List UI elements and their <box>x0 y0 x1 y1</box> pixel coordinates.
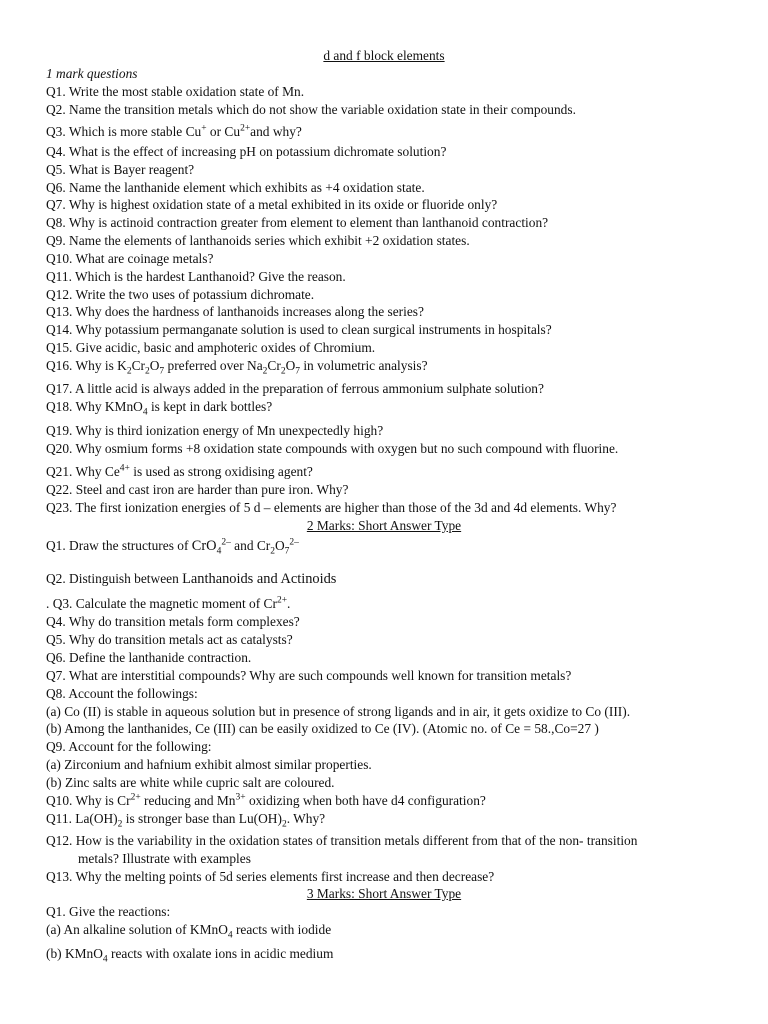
question-1m-q21: Q21. Why $Ce^{4+}$ is used as strong oxidising agent? <box>46 463 313 479</box>
question-1m-q18: Q18. Why KMnO$_4$ is kept in dark bottles? <box>46 399 273 418</box>
question-1m-q16: Q16. Why is $K_2Cr_2O_7$ preferred over $Na_2Cr_2O_7$ in volumetric analysis? <box>46 358 428 377</box>
question-1m-q15: Q15. Give acidic, basic and amphoteric oxides of Chromium. <box>46 340 376 355</box>
question-2m-q12: Q12. How is the variability in the oxidation states of transition metals different from that of the non- transition <box>46 833 638 848</box>
question-1m-q10: Q10. What are coinage metals? <box>46 251 214 266</box>
question-2m-q2: Q2. Distinguish between Lanthanoids and Actinoids <box>46 571 337 587</box>
question-2m-q7: Q7. What are interstitial compounds? Why are such compounds well known for transition metals? <box>46 668 572 683</box>
question-2m-q3: . Q3. Calculate the magnetic moment of $Cr^{2+}$. <box>46 595 291 611</box>
question-1m-q7: Q7. Why is highest oxidation state of a metal exhibited in its oxide or fluoride only? <box>46 197 498 212</box>
question-2m-q8b: (b) Among the lanthanides, Ce (III) can be easily oxidized to Ce (IV). (Atomic no. of Ce = 58.,Co=27 ) <box>46 721 599 736</box>
question-1m-q17: Q17. A little acid is always added in the preparation of ferrous ammonium sulphate solution? <box>46 381 544 396</box>
question-2m-q13: Q13. Why the melting points of 5d series elements first increase and then decrease? <box>46 869 495 884</box>
question-2m-q4: Q4. Why do transition metals form complexes? <box>46 614 300 629</box>
question-3m-q1: Q1. Give the reactions: <box>46 904 171 919</box>
question-1m-q20: Q20. Why osmium forms +8 oxidation state compounds with oxygen but no such compound with fluorine. <box>46 441 619 456</box>
question-2m-q12-continued: metals? Illustrate with examples <box>78 851 251 866</box>
question-3m-q1b: (b) KMnO$_4$ reacts with oxalate ions in acidic medium <box>46 946 334 965</box>
question-2m-q9a: (a) Zirconium and hafnium exhibit almost similar properties. <box>46 757 372 772</box>
section-heading-3-marks: 3 Marks: Short Answer Type <box>306 886 462 901</box>
question-1m-q1: Q1. Write the most stable oxidation state of Mn. <box>46 84 305 99</box>
question-2m-q8: Q8. Account the followings: <box>46 686 198 701</box>
question-1m-q19: Q19. Why is third ionization energy of Mn unexpectedly high? <box>46 423 384 438</box>
question-1m-q5: Q5. What is Bayer reagent? <box>46 162 195 177</box>
question-2m-q10: Q10. Why is $Cr^{2+}$ reducing and $Mn^{3+}$ oxidizing when both have d4 configuration? <box>46 792 486 808</box>
question-1m-q6: Q6. Name the lanthanide element which exhibits as +4 oxidation state. <box>46 180 425 195</box>
question-1m-q9: Q9. Name the elements of lanthanoids series which exhibit +2 oxidation states. <box>46 233 470 248</box>
question-2m-q1: Q1. Draw the structures of CrO$_4^{2-}$ and $Cr_2O_7^{2-}$ <box>46 537 299 557</box>
document-title: d and f block elements <box>323 48 445 63</box>
question-3m-q1a: (a) An alkaline solution of KMnO$_4$ reacts with iodide <box>46 922 332 941</box>
question-2m-q11: Q11. $La(OH)_2$ is stronger base than $Lu(OH)_2$. Why? <box>46 811 326 830</box>
section-heading-2-marks: 2 Marks: Short Answer Type <box>306 518 462 533</box>
question-1m-q8: Q8. Why is actinoid contraction greater from element to element than lanthanoid contraction? <box>46 215 549 230</box>
question-2m-q5: Q5. Why do transition metals act as catalysts? <box>46 632 293 647</box>
question-2m-q9b: (b) Zinc salts are white while cupric salt are coloured. <box>46 775 335 790</box>
question-2m-q9: Q9. Account for the following: <box>46 739 212 754</box>
section-heading-1-mark: 1 mark questions <box>46 66 138 81</box>
question-1m-q13: Q13. Why does the hardness of lanthanoids increases along the series? <box>46 304 424 319</box>
question-1m-q22: Q22. Steel and cast iron are harder than pure iron. Why? <box>46 482 349 497</box>
question-1m-q2: Q2. Name the transition metals which do not show the variable oxidation state in their compounds. <box>46 102 576 117</box>
question-1m-q14: Q14. Why potassium permanganate solution is used to clean surgical instruments in hospitals? <box>46 322 552 337</box>
question-1m-q11: Q11. Which is the hardest Lanthanoid? Give the reason. <box>46 269 346 284</box>
question-2m-q6: Q6. Define the lanthanide contraction. <box>46 650 252 665</box>
question-2m-q8a: (a) Co (II) is stable in aqueous solution but in presence of strong ligands and in air, it gets oxidize to Co (III). <box>46 704 631 719</box>
question-1m-q23: Q23. The first ionization energies of 5 d – elements are higher than those of the 3d and 4d elements. Why? <box>46 500 617 515</box>
question-1m-q12: Q12. Write the two uses of potassium dichromate. <box>46 287 315 302</box>
question-1m-q3: Q3. Which is more stable Cu+ or $Cu^{2+}and$ why? <box>46 123 302 139</box>
question-1m-q4: Q4. What is the effect of increasing pH on potassium dichromate solution? <box>46 144 447 159</box>
